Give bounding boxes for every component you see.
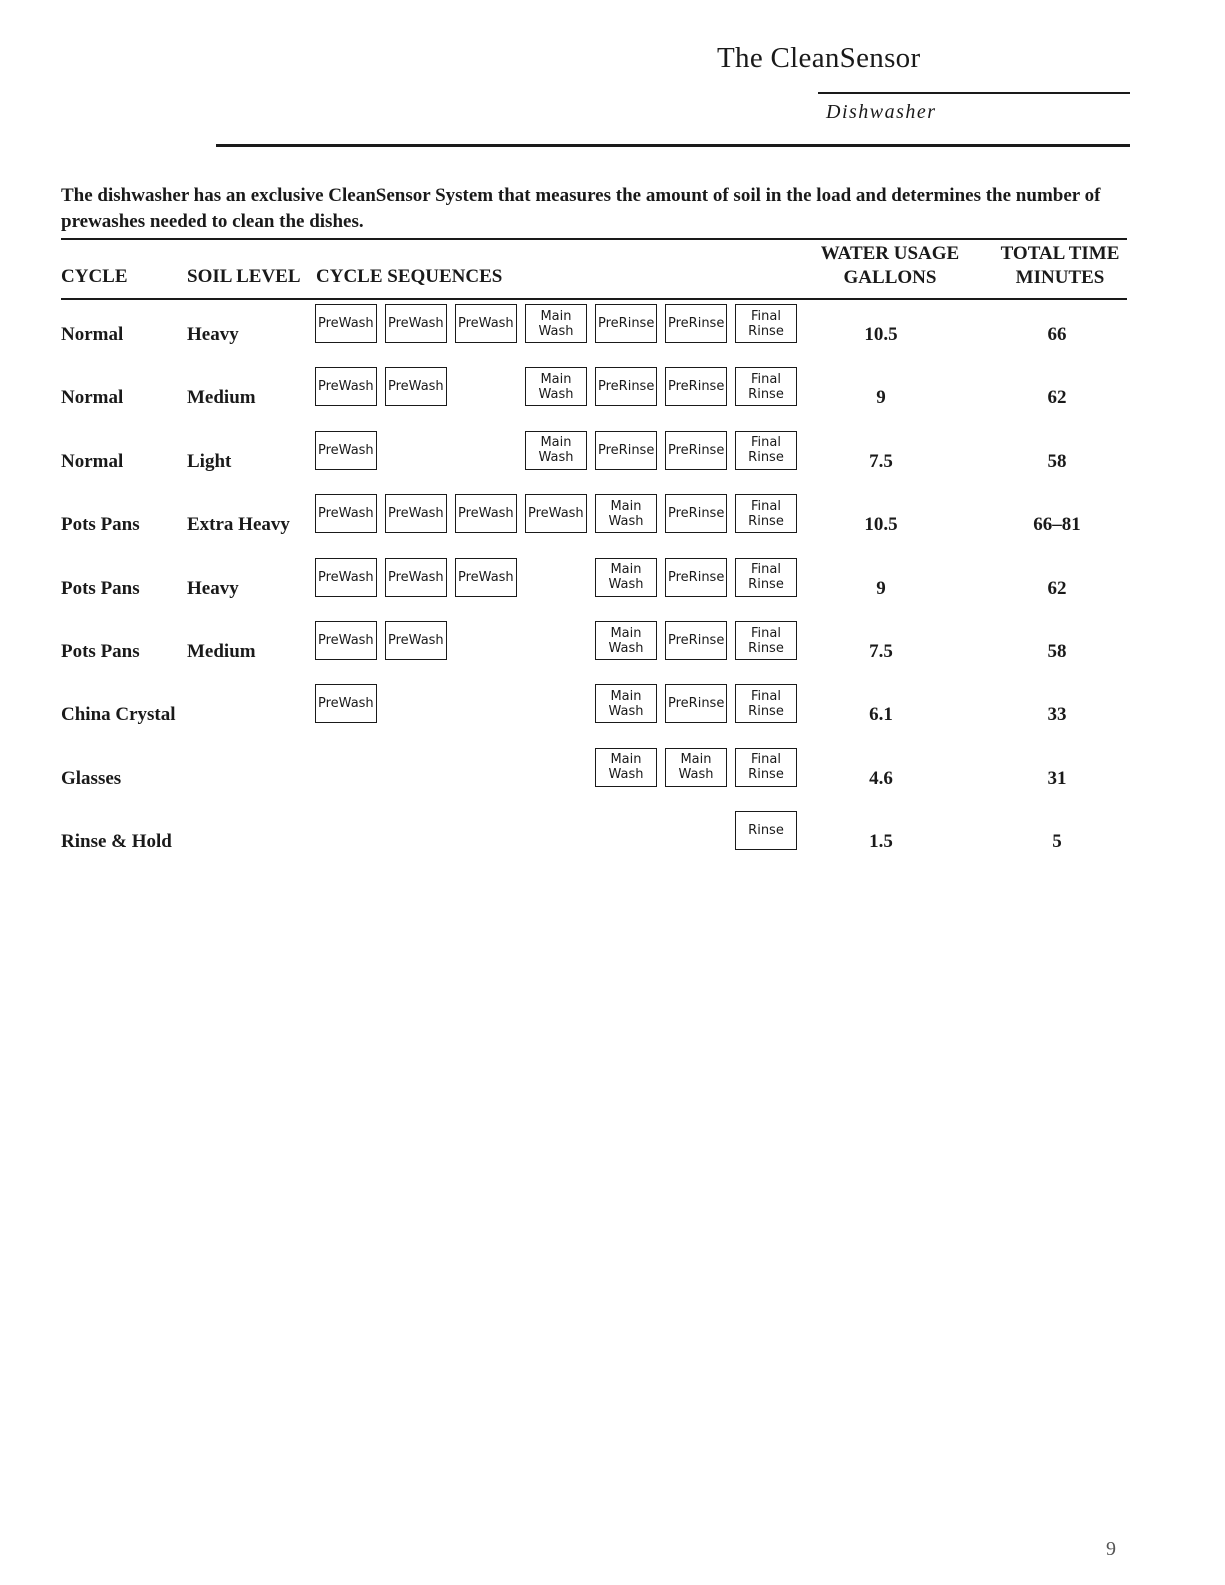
cycle-step-box: PreWash — [385, 304, 447, 343]
column-header-water-usage — [800, 242, 980, 290]
cycle-name: Pots Pans — [61, 577, 140, 599]
cycle-step-box: Final Rinse — [735, 367, 797, 406]
cycle-step-box: PreRinse — [595, 304, 657, 343]
cycle-name: Normal — [61, 324, 124, 345]
cycle-step-box: PreWash — [385, 367, 447, 406]
cycle-name: Normal — [61, 387, 124, 409]
column-header-soil-level: SOIL LEVEL — [187, 266, 301, 287]
total-minutes: 66–81 — [1033, 514, 1081, 536]
cycle-step-box: PreWash — [385, 494, 447, 533]
cycle-step-box: PreRinse — [665, 367, 727, 406]
total-minutes: 33 — [1047, 704, 1067, 726]
cycle-step-box: Main Wash — [595, 558, 657, 597]
water-gallons: 7.5 — [869, 641, 893, 662]
cycle-name: Rinse & Hold — [61, 831, 172, 853]
cycle-step-box: Final Rinse — [735, 304, 797, 343]
cycle-step-box: Main Wash — [525, 367, 587, 406]
soil-level: Extra Heavy — [187, 514, 290, 536]
water-usage-label: WATER USAGE — [820, 243, 960, 264]
cycle-step-box: PreWash — [455, 558, 517, 597]
cycle-name: Glasses — [61, 767, 122, 789]
cycle-step-box: Final Rinse — [735, 621, 797, 660]
water-gallons: 1.5 — [869, 831, 893, 853]
cycle-step-box: PreRinse — [595, 367, 657, 406]
cycle-step-box: PreWash — [385, 621, 447, 660]
cycle-step-box: PreWash — [315, 494, 377, 533]
cycle-name: China Crystal — [61, 704, 176, 726]
cycle-name: Normal — [61, 450, 124, 472]
cycle-step-box: PreRinse — [665, 558, 727, 597]
cycle-step-box: Main Wash — [665, 748, 727, 787]
total-minutes: 58 — [1047, 641, 1067, 662]
cycle-step-box: Final Rinse — [735, 684, 797, 723]
cycle-step-box: PreWash — [315, 684, 377, 723]
soil-level: Medium — [187, 641, 256, 662]
cycle-name: Pots Pans — [61, 641, 140, 662]
cycle-step-box: PreWash — [315, 367, 377, 406]
cycle-step-box: Final Rinse — [735, 431, 797, 470]
cycle-step-box: PreRinse — [665, 304, 727, 343]
cycle-step-box: PreWash — [455, 304, 517, 343]
cycle-name: Pots Pans — [61, 514, 140, 536]
table-header-rule — [61, 298, 1127, 300]
cycle-step-box: Main Wash — [595, 748, 657, 787]
cycle-step-box: PreWash — [315, 621, 377, 660]
cycle-step-box: Main Wash — [525, 304, 587, 343]
water-gallons: 7.5 — [869, 450, 893, 472]
cycle-step-box: Rinse — [735, 811, 797, 850]
cycle-step-box: PreWash — [315, 558, 377, 597]
cycle-step-box: PreRinse — [665, 684, 727, 723]
cycle-step-box: PreWash — [315, 304, 377, 343]
cycle-step-box: Main Wash — [525, 431, 587, 470]
total-minutes: 62 — [1047, 387, 1067, 409]
total-minutes: 66 — [1047, 324, 1067, 345]
total-minutes: 31 — [1047, 767, 1067, 789]
title-divider — [818, 92, 1130, 94]
page-number: 9 — [1106, 1538, 1116, 1560]
soil-level: Medium — [187, 387, 256, 409]
water-usage-unit: GALLONS — [843, 267, 937, 288]
total-minutes: 58 — [1047, 450, 1067, 472]
cycle-step-box: Main Wash — [595, 621, 657, 660]
cycle-step-box: Main Wash — [595, 684, 657, 723]
header-divider — [216, 144, 1130, 147]
table-top-rule — [61, 238, 1127, 240]
cycle-step-box: PreWash — [455, 494, 517, 533]
cycle-step-box: Final Rinse — [735, 494, 797, 533]
cycle-step-box: PreRinse — [665, 494, 727, 533]
cycle-step-box: PreRinse — [665, 621, 727, 660]
water-gallons: 10.5 — [864, 514, 898, 536]
total-time-label: TOTAL TIME — [1000, 243, 1120, 264]
cycle-step-box: PreRinse — [665, 431, 727, 470]
total-time-unit: MINUTES — [1015, 267, 1105, 288]
intro-paragraph: The dishwasher has an exclusive CleanSensor System that measures the amount of soil in the load and determines the number of prewashes needed to clean the dishes. — [61, 185, 1101, 232]
water-gallons: 9 — [876, 577, 886, 599]
cycle-step-box: PreWash — [385, 558, 447, 597]
total-minutes: 62 — [1047, 577, 1067, 599]
water-gallons: 9 — [876, 387, 886, 409]
cycle-step-box: PreWash — [525, 494, 587, 533]
water-gallons: 6.1 — [869, 704, 893, 726]
soil-level: Light — [187, 450, 232, 472]
page-title: The CleanSensor — [717, 42, 921, 74]
soil-level: Heavy — [187, 324, 239, 345]
soil-level: Heavy — [187, 577, 239, 599]
cycle-step-box: PreRinse — [595, 431, 657, 470]
page-subtitle: Dishwasher — [826, 101, 937, 123]
column-header-cycle-sequences: CYCLE SEQUENCES — [316, 266, 503, 287]
column-header-total-time — [980, 242, 1140, 290]
cycle-step-box: PreWash — [315, 431, 377, 470]
cycle-step-box: Final Rinse — [735, 748, 797, 787]
cycle-step-box: Main Wash — [595, 494, 657, 533]
cycle-step-box: Final Rinse — [735, 558, 797, 597]
column-header-cycle: CYCLE — [61, 266, 128, 287]
water-gallons: 4.6 — [869, 767, 893, 789]
total-minutes: 5 — [1052, 831, 1062, 853]
water-gallons: 10.5 — [864, 324, 898, 345]
